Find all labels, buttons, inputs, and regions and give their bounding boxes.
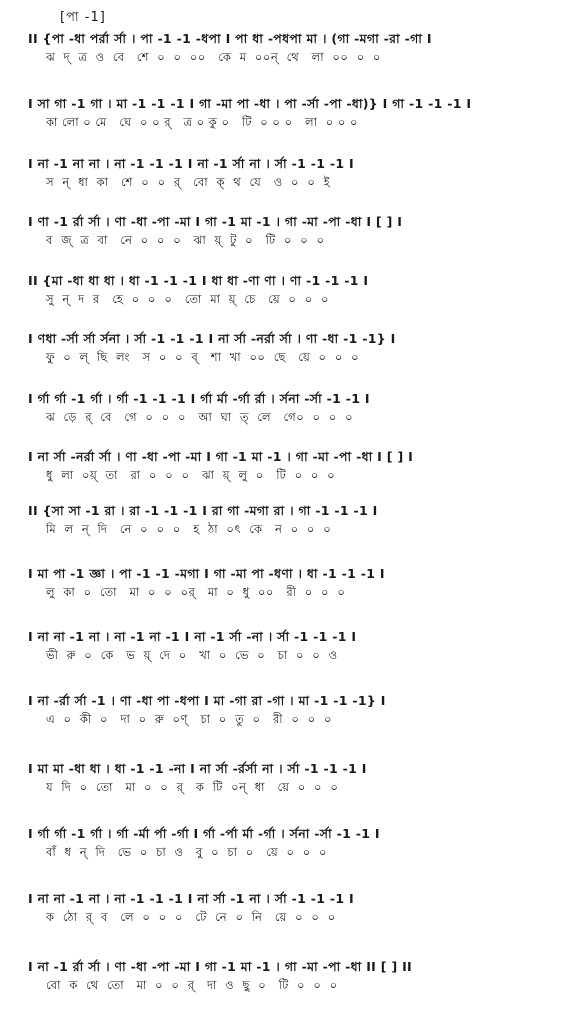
notation-row	[28, 272, 558, 308]
notation-row	[28, 565, 558, 601]
notation-row	[28, 213, 558, 249]
notation-line: I র্গা র্গা -1 র্গা । র্গা -র্মা র্পা -র্গা I র্গা -র্পা র্মা -র্গা । র্সনা -র্সা -1 -1 I	[28, 826, 380, 841]
lyric-line: ধু লা ০য়্ তা রা ০ ০ ০ ঝা য়্ লু ০ টি ০ ০ ০	[46, 468, 336, 482]
notation-row	[28, 760, 558, 796]
notation-row	[28, 628, 558, 664]
notation-line: I না -র্রা র্সা -1 । ণা -ধা পা -ধপা I মা -গা রা -গা । মা -1 -1 -1} I	[28, 693, 386, 708]
lyric-line: ক ঠো র্ ব লে ০ ০ ০ টে নে ০ নি য়ে ০ ০ ০	[46, 910, 336, 924]
lyric-line: ব জ্ ত্র বা নে ০ ০ ০ ঝা য়্ টু ০ টি ০ ০ ০	[46, 233, 325, 247]
lyric-line: ভী রু ০ কে ভ য়্ দে ০ খা ০ ভে ০ চা ০ ০ ও	[46, 648, 338, 662]
notation-row	[28, 30, 558, 66]
notation-row	[28, 958, 558, 994]
notation-row	[28, 95, 558, 131]
notation-line: I মা মা -ধা ধা । ধা -1 -1 -না I না র্সা -র্রর্সা না । র্সা -1 -1 -1 I	[28, 761, 367, 776]
lyric-line: মি ল ন্ দি নে ০ ০ ০ হ ঠা ০ৎ কে ন ০ ০ ০	[46, 522, 332, 536]
lyric-line: ফু ০ ল্ ছি লং স ০ ০ ব্ শা খা ০০ ছে য়ে ০ ০ ০	[46, 350, 360, 364]
lyric-line: লু কা ০ তো মা ০ ০ ০র্ মা ০ ধু ০০ রী ০ ০ ০	[46, 585, 346, 599]
lyric-line: কা লো ০ মে ঘে ০ ০ র্ ত্র ০ কু ০ টি ০ ০ ০ লা ০ ০ ০	[46, 115, 358, 129]
notation-line: I মা পা -1 জ্ঞা । পা -1 -1 -মগা I গা -মা পা -ধণা । ধা -1 -1 -1 I	[28, 566, 385, 581]
lyric-line: সু ন্ দ র হে ০ ০ ০ তো মা য়্ চে য়ে ০ ০ ০	[46, 292, 329, 306]
notation-line: I না র্সা -নর্রা র্সা । ণা -ধা -পা -মা I গা -1 মা -1 । গা -মা -পা -ধা I [ ] I	[28, 449, 414, 464]
notation-line: I ণা -1 র্রা র্সা । ণা -ধা -পা -মা I গা -1 মা -1 । গা -মা -পা -ধা I [ ] I	[28, 214, 403, 229]
notation-line: I ণধা -র্সা র্সা র্সনা । র্সা -1 -1 -1 I না র্সা -নর্রা র্সা । ণা -ধা -1 -1} I	[28, 331, 396, 346]
notation-row	[28, 155, 558, 191]
notation-row	[28, 692, 558, 728]
notation-line: I না না -1 না । না -1 না -1 I না -1 র্সা -না । র্সা -1 -1 -1 I	[28, 629, 357, 644]
notation-row	[28, 890, 558, 926]
notation-line: II {মা -ধা ধা ধা । ধা -1 -1 -1 I ধা ধা -ণা ণা । ণা -1 -1 -1 I	[28, 273, 369, 288]
notation-row	[28, 390, 558, 426]
notation-line: I না না -1 না । না -1 -1 -1 I না র্সা -1 না । র্সা -1 -1 -1 I	[28, 891, 354, 906]
notation-row	[28, 448, 558, 484]
lyric-line: বাঁ ধ ন্ দি ভে ০ চা ও বু ০ চা ০ য়ে ০ ০ ০	[46, 845, 327, 859]
notation-row	[28, 502, 558, 538]
notation-header: [পা -1]	[60, 10, 106, 25]
lyric-line: স ন্ ধা কা শে ০ ০ র্ বো ক্ থ যে ও ০ ০ ই	[46, 175, 331, 189]
lyric-line: বো ক থে তো মা ০ ০ র্ দা ও ছু ০ টি ০ ০ ০	[46, 978, 338, 992]
lyric-line: য দি ০ তো মা ০ ০ র্ ক টি ০ন্ ধা য়ে ০ ০ ০	[46, 780, 339, 794]
notation-line: II {পা -ধা পর্রা র্সা । পা -1 -1 -ধপা I পা ধা -পধপা মা । (গা -মগা -রা -গা I	[28, 31, 432, 46]
lyric-line: ঝ দ্ ত্র ও বে শে ০ ০ ০০ কে ম ০০ন্ থে লা ০০ ০ ০	[46, 50, 381, 64]
lyric-line: এ ০ কী ০ দা ০ রু ০ণ্ চা ০ তু ০ রী ০ ০ ০	[46, 712, 332, 726]
notation-line: II {সা সা -1 রা । রা -1 -1 -1 I রা গা -মগা রা । গা -1 -1 -1 I	[28, 503, 378, 518]
lyric-line: ঝ ড়ে র্ বে গে ০ ০ ০ আ ঘা ত্ লে গে০ ০ ০ ০	[46, 410, 354, 424]
notation-line: I সা গা -1 গা । মা -1 -1 -1 I গা -মা পা -ধা । পা -র্সা -পা -ধা)} I গা -1 -1 -1 I	[28, 96, 472, 111]
notation-line: I না -1 র্রা র্সা । ণা -ধা -পা -মা I গা -1 মা -1 । গা -মা -পা -ধা II [ ] II	[28, 959, 413, 974]
notation-line: I না -1 না না । না -1 -1 -1 I না -1 র্সা না । র্সা -1 -1 -1 I	[28, 156, 354, 171]
notation-line: I র্গা র্গা -1 র্গা । র্গা -1 -1 -1 I র্গা র্মা -র্গা র্রা । র্সনা -র্সা -1 -1 I	[28, 391, 370, 406]
notation-row	[28, 825, 558, 861]
notation-row	[28, 330, 558, 366]
